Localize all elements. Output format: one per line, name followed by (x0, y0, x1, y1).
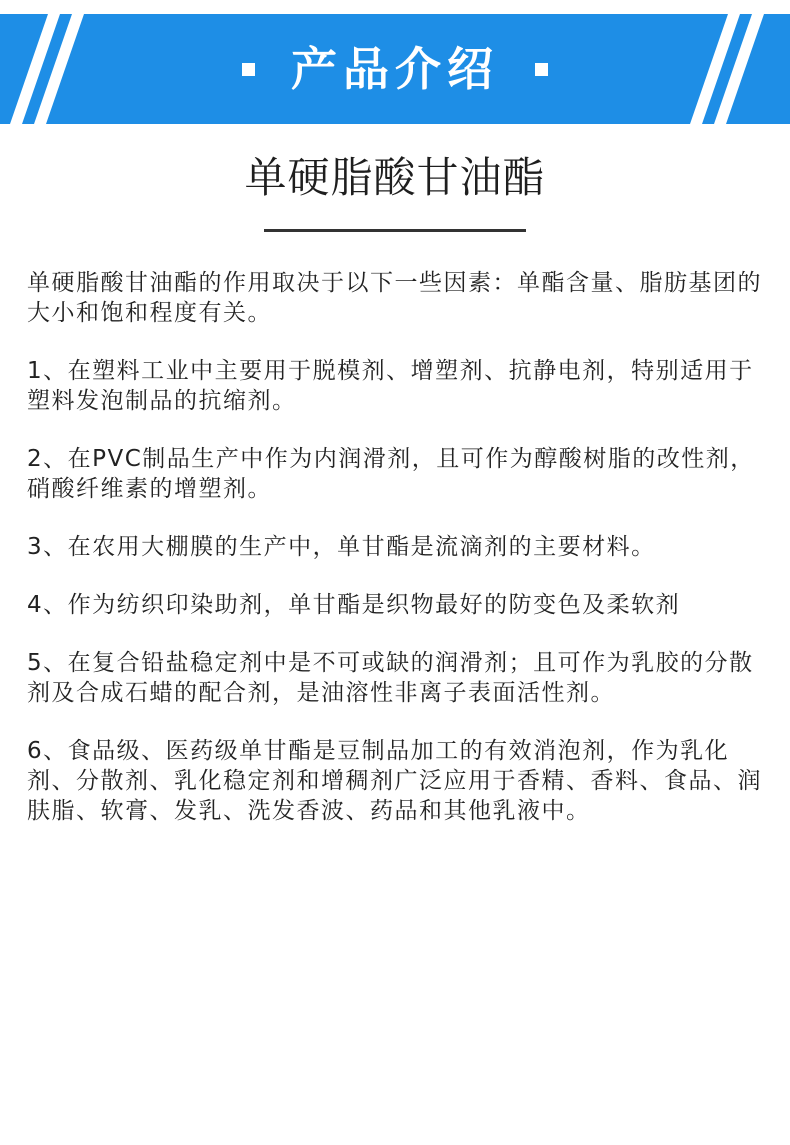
square-bullet-icon (535, 63, 548, 76)
header-banner (0, 14, 790, 124)
usage-paragraph-5: 5、在复合铅盐稳定剂中是不可或缺的润滑剂；且可作为乳胶的分散剂及合成石蜡的配合剂，是油溶性非离子表面活性剂。 (27, 650, 754, 706)
product-description (27, 268, 769, 854)
usage-paragraph-4: 4、作为纺织印染助剂，单甘酯是织物最好的防变色及柔软剂 (27, 592, 681, 618)
banner-title-row (0, 14, 790, 124)
title-underline (264, 229, 526, 232)
banner-title: 产品介绍 (291, 42, 499, 96)
usage-paragraph-1: 1、在塑料工业中主要用于脱模剂、增塑剂、抗静电剂，特别适用于塑料发泡制品的抗缩剂。 (27, 358, 754, 414)
intro-paragraph: 单硬脂酸甘油酯的作用取决于以下一些因素：单酯含量、脂肪基团的大小和饱和程度有关。 (27, 270, 762, 326)
usage-paragraph-6: 6、食品级、医药级单甘酯是豆制品加工的有效消泡剂，作为乳化剂、分散剂、乳化稳定剂和增稠剂广泛应用于香精、香料、食品、润肤脂、软膏、发乳、洗发香波、药品和其他乳液中。 (27, 738, 762, 824)
usage-paragraph-3: 3、在农用大棚膜的生产中，单甘酯是流滴剂的主要材料。 (27, 534, 656, 560)
usage-paragraph-2: 2、在PVC制品生产中作为内润滑剂，且可作为醇酸树脂的改性剂，硝酸纤维素的增塑剂。 (27, 446, 755, 502)
product-title: 单硬脂酸甘油酯 (244, 153, 546, 202)
square-bullet-icon (242, 63, 255, 76)
